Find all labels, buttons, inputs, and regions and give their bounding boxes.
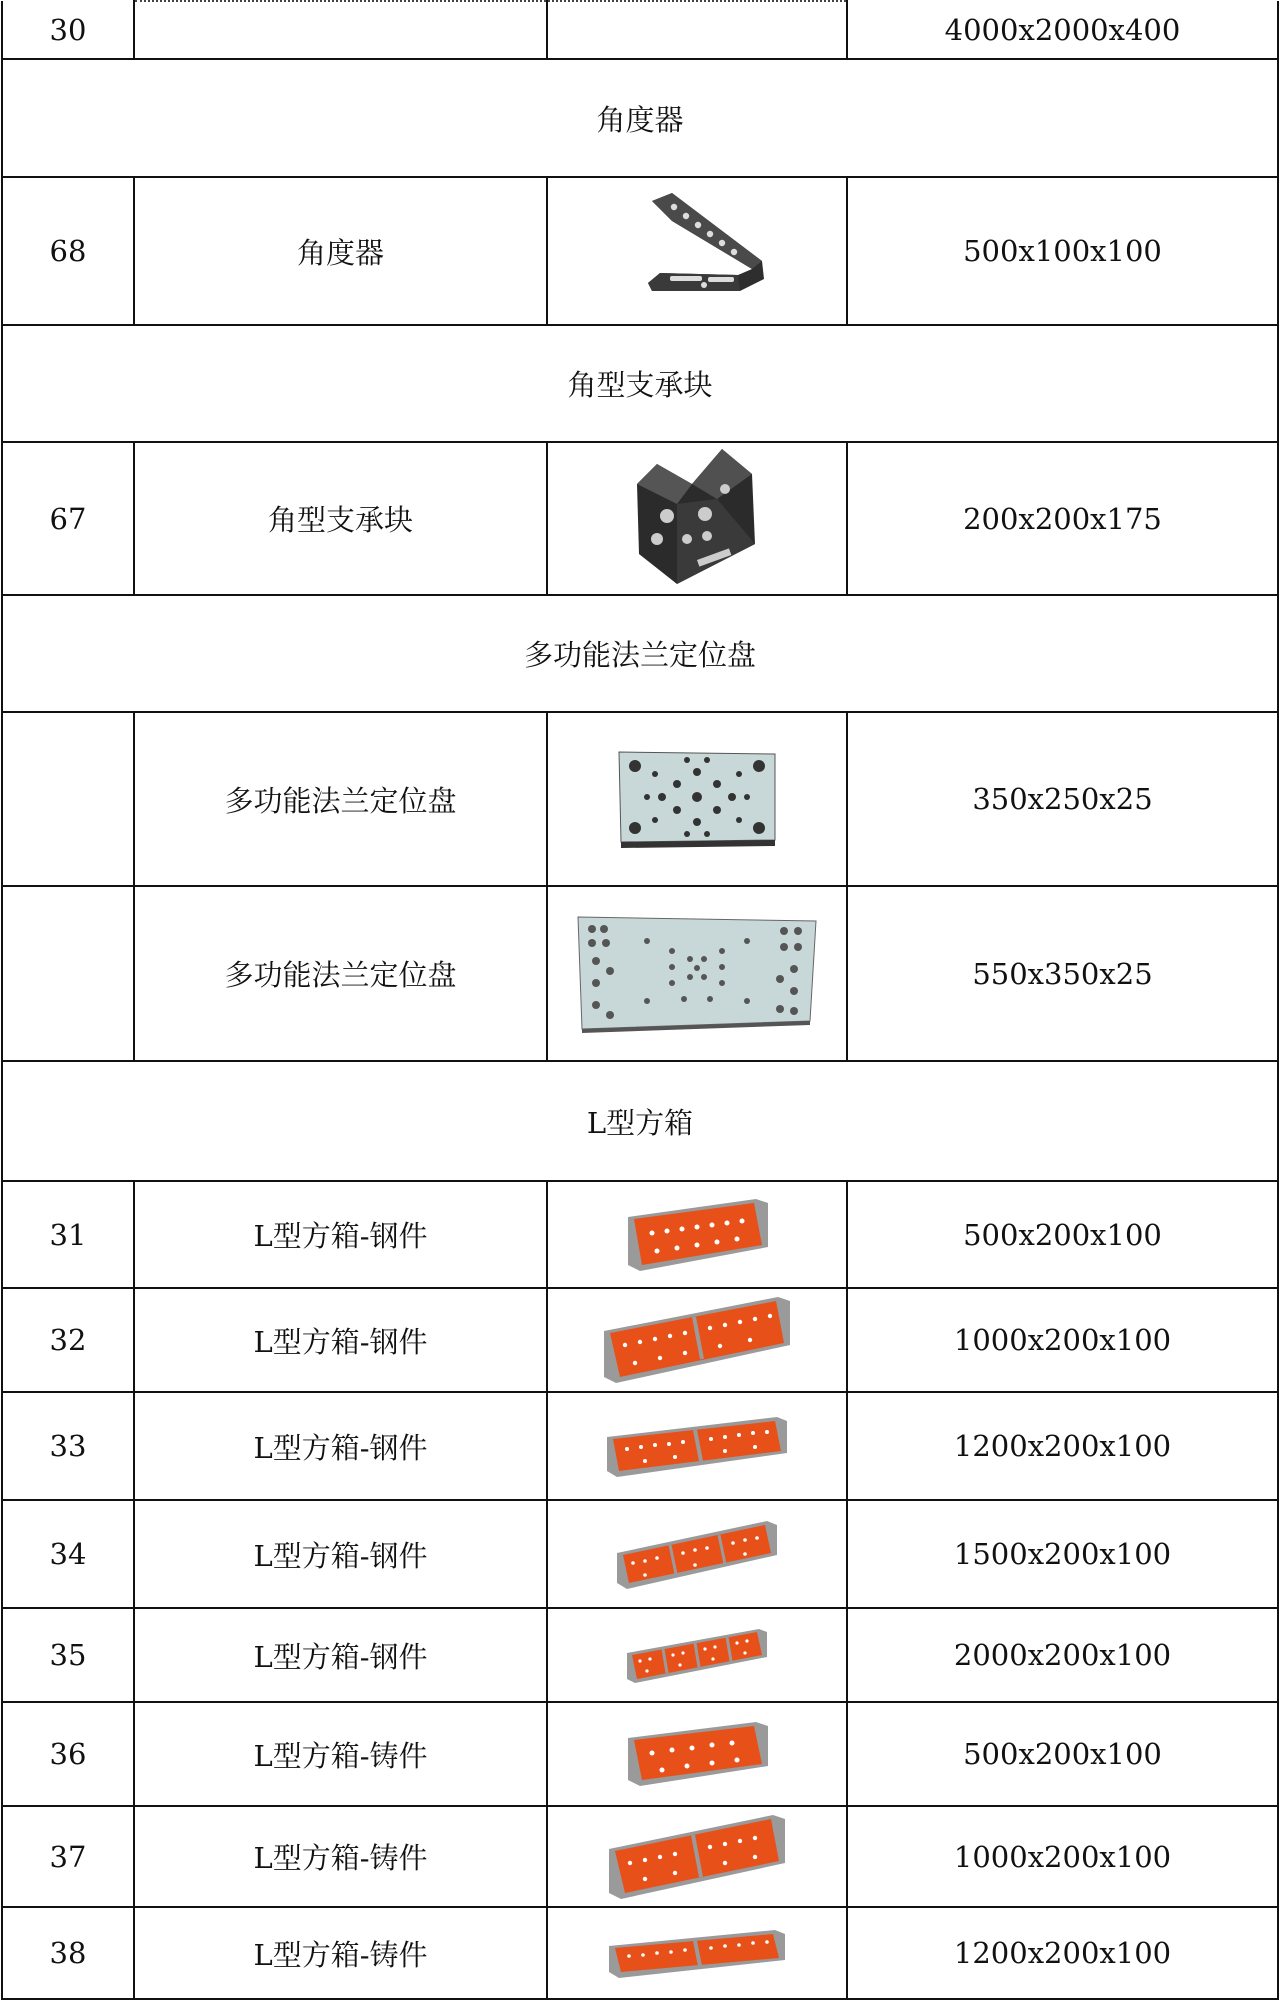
item-size: 550x350x25 bbox=[847, 886, 1278, 1061]
angle-gauge-icon bbox=[612, 191, 782, 311]
item-image-cell bbox=[547, 177, 847, 325]
table-row bbox=[2, 1500, 1278, 1608]
item-name: L型方箱-钢件 bbox=[134, 1288, 547, 1392]
section-title: 角型支承块 bbox=[2, 325, 1278, 442]
section-title: L型方箱 bbox=[2, 1061, 1278, 1181]
section-header-row bbox=[2, 1061, 1278, 1181]
item-name: L型方箱-钢件 bbox=[134, 1181, 547, 1288]
table-row bbox=[2, 442, 1278, 595]
angle-support-block-icon bbox=[627, 444, 767, 594]
item-size: 1000x200x100 bbox=[847, 1806, 1278, 1907]
item-image-cell bbox=[547, 1288, 847, 1392]
l-box-2seg-icon bbox=[600, 1293, 795, 1388]
table-row bbox=[2, 1, 1278, 59]
flange-plate-small-icon bbox=[607, 744, 787, 854]
item-name: 角型支承块 bbox=[134, 442, 547, 595]
l-box-2seg-icon bbox=[605, 1811, 790, 1903]
item-name: L型方箱-钢件 bbox=[134, 1608, 547, 1702]
item-image-cell bbox=[547, 1, 847, 59]
item-size: 1500x200x100 bbox=[847, 1500, 1278, 1608]
item-size: 1200x200x100 bbox=[847, 1907, 1278, 1999]
table-row bbox=[2, 1907, 1278, 1999]
section-title: 角度器 bbox=[2, 59, 1278, 177]
item-image-cell bbox=[547, 886, 847, 1061]
l-box-2seg-long-icon bbox=[605, 1411, 790, 1481]
table-row bbox=[2, 712, 1278, 886]
item-size: 2000x200x100 bbox=[847, 1608, 1278, 1702]
item-image-cell bbox=[547, 1392, 847, 1500]
l-box-3seg-icon bbox=[615, 1517, 780, 1592]
item-name: L型方箱-钢件 bbox=[134, 1392, 547, 1500]
l-box-2seg-long-icon bbox=[607, 1926, 787, 1981]
item-number: 33 bbox=[2, 1392, 134, 1500]
table-row bbox=[2, 1392, 1278, 1500]
item-size: 1000x200x100 bbox=[847, 1288, 1278, 1392]
section-header-row bbox=[2, 325, 1278, 442]
item-number: 30 bbox=[2, 1, 134, 59]
item-name: 角度器 bbox=[134, 177, 547, 325]
item-name: 多功能法兰定位盘 bbox=[134, 886, 547, 1061]
item-size: 1200x200x100 bbox=[847, 1392, 1278, 1500]
item-name: 多功能法兰定位盘 bbox=[134, 712, 547, 886]
product-spec-table bbox=[1, 0, 1279, 2000]
flange-plate-large-icon bbox=[572, 911, 822, 1036]
item-number bbox=[2, 712, 134, 886]
item-image-cell bbox=[547, 442, 847, 595]
item-name: L型方箱-钢件 bbox=[134, 1500, 547, 1608]
item-image-cell bbox=[547, 712, 847, 886]
l-box-1seg-icon bbox=[622, 1718, 772, 1790]
section-header-row bbox=[2, 595, 1278, 712]
table-row bbox=[2, 1288, 1278, 1392]
item-number: 35 bbox=[2, 1608, 134, 1702]
section-title: 多功能法兰定位盘 bbox=[2, 595, 1278, 712]
item-size: 200x200x175 bbox=[847, 442, 1278, 595]
item-image-cell bbox=[547, 1181, 847, 1288]
item-size: 350x250x25 bbox=[847, 712, 1278, 886]
item-number: 31 bbox=[2, 1181, 134, 1288]
item-size: 4000x2000x400 bbox=[847, 1, 1278, 59]
item-image-cell bbox=[547, 1806, 847, 1907]
item-image-cell bbox=[547, 1907, 847, 1999]
item-number: 36 bbox=[2, 1702, 134, 1806]
item-name: L型方箱-铸件 bbox=[134, 1907, 547, 1999]
item-image-cell bbox=[547, 1702, 847, 1806]
item-number: 34 bbox=[2, 1500, 134, 1608]
table-row bbox=[2, 1702, 1278, 1806]
table-row bbox=[2, 1608, 1278, 1702]
table-row bbox=[2, 1806, 1278, 1907]
item-number: 37 bbox=[2, 1806, 134, 1907]
item-number: 68 bbox=[2, 177, 134, 325]
section-header-row bbox=[2, 59, 1278, 177]
item-name: L型方箱-铸件 bbox=[134, 1806, 547, 1907]
item-name: L型方箱-铸件 bbox=[134, 1702, 547, 1806]
item-image-cell bbox=[547, 1500, 847, 1608]
item-size: 500x200x100 bbox=[847, 1181, 1278, 1288]
item-size: 500x200x100 bbox=[847, 1702, 1278, 1806]
l-box-1seg-icon bbox=[622, 1195, 772, 1275]
item-number bbox=[2, 886, 134, 1061]
item-size: 500x100x100 bbox=[847, 177, 1278, 325]
table-row bbox=[2, 886, 1278, 1061]
table-row bbox=[2, 1181, 1278, 1288]
table-row bbox=[2, 177, 1278, 325]
item-image-cell bbox=[547, 1608, 847, 1702]
item-number: 67 bbox=[2, 442, 134, 595]
item-number: 32 bbox=[2, 1288, 134, 1392]
l-box-4seg-icon bbox=[625, 1625, 770, 1685]
item-name bbox=[134, 1, 547, 59]
item-number: 38 bbox=[2, 1907, 134, 1999]
